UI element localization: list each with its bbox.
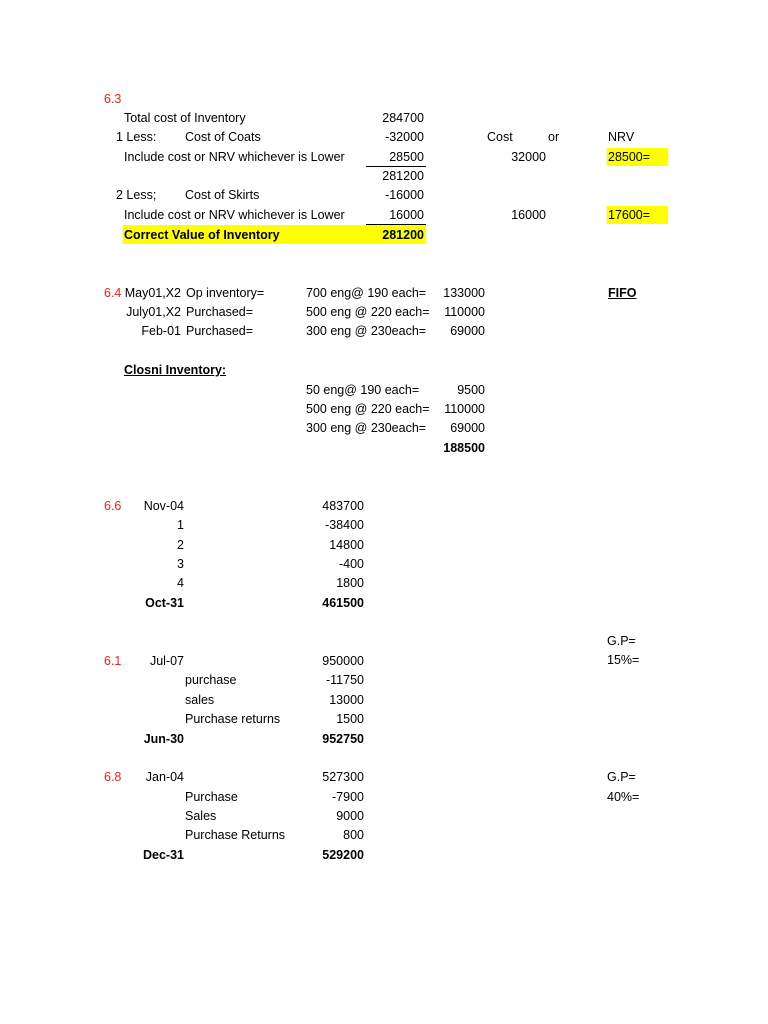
closing-total-value: 188500 [443, 441, 485, 455]
closing-row-calc: 500 eng @ 220 each= [306, 402, 430, 416]
include-lower-label-2: Include cost or NRV whichever is Lower [124, 208, 345, 222]
total-date-label: Dec-31 [143, 848, 184, 862]
cost-of-skirts-label: Cost of Skirts [185, 188, 260, 202]
purchase-row-value: 110000 [444, 305, 485, 319]
fifo-label: FIFO [608, 286, 637, 300]
start-date-label: Jul-07 [149, 654, 184, 668]
cost-of-coats-value: -32000 [385, 130, 424, 144]
adjustment-row-value: 14800 [329, 538, 364, 552]
adjustment-row-value: 9000 [336, 809, 364, 823]
start-value: 527300 [322, 770, 364, 784]
closing-row-calc: 300 eng @ 230each= [306, 421, 427, 435]
closing-inventory-title: Closni Inventory: [124, 363, 227, 377]
closing-row-value: 9500 [457, 383, 485, 397]
underline-rule-1 [366, 166, 426, 167]
adjustment-row-label: Purchase returns [185, 712, 281, 726]
less-2-number: 2 Less; [116, 188, 157, 202]
correct-value-label: Correct Value of Inventory [124, 228, 280, 242]
gross-profit-label: G.P= [607, 634, 636, 648]
total-value: 461500 [322, 596, 364, 610]
purchase-row-calc: 700 eng@ 190 each= [306, 286, 427, 300]
adjustment-row-value: 1500 [336, 712, 364, 726]
skirts-nrv-value: 17600= [607, 206, 668, 224]
adjustment-row-label: Nov-04 [143, 499, 184, 513]
total-cost-label: Total cost of Inventory [124, 111, 246, 125]
purchase-row-date: July01,X2 [126, 305, 181, 319]
skirts-cost-value: 16000 [511, 208, 546, 222]
nrv-header: NRV [608, 130, 635, 144]
adjustment-row-label: purchase [185, 673, 237, 687]
adjustment-row-value: 800 [343, 828, 364, 842]
adjustment-row-label: Purchase [185, 790, 238, 804]
gross-profit-label: G.P= [607, 770, 636, 784]
total-value: 952750 [322, 732, 364, 746]
total-value: 529200 [322, 848, 364, 862]
purchase-row-date: May01,X2 [124, 286, 181, 300]
correct-value-value: 281200 [382, 228, 424, 242]
purchase-row-label: Purchased= [186, 324, 254, 338]
adjustment-row-label: 3 [177, 557, 184, 571]
adjustment-row-label: Purchase Returns [185, 828, 286, 842]
adjustment-row-label: Sales [185, 809, 217, 823]
section-number-6-1: 6.1 [104, 654, 122, 668]
adjustment-row-label: 1 [177, 518, 184, 532]
purchase-row-calc: 300 eng @ 230each= [306, 324, 427, 338]
less-1-number: 1 Less: [116, 130, 157, 144]
adjustment-row-value: 1800 [336, 576, 364, 590]
adjustment-row-value: -400 [338, 557, 364, 571]
closing-row-value: 69000 [450, 421, 485, 435]
gross-profit-value: 15%= [607, 653, 640, 667]
purchase-row-calc: 500 eng @ 220 each= [306, 305, 430, 319]
or-header: or [548, 130, 560, 144]
closing-row-calc: 50 eng@ 190 each= [306, 383, 420, 397]
include-lower-label-1: Include cost or NRV whichever is Lower [124, 150, 345, 164]
adjustment-row-value: -7900 [332, 790, 364, 804]
total-cost-value: 284700 [382, 111, 424, 125]
cost-of-skirts-value: -16000 [385, 188, 424, 202]
adjustment-row-label: sales [185, 693, 215, 707]
adjustment-row-value: 483700 [322, 499, 364, 513]
include-lower-value-2: 16000 [389, 208, 424, 222]
cost-header: Cost [487, 130, 513, 144]
coats-nrv-value: 28500= [607, 148, 668, 166]
total-date-label: Oct-31 [145, 596, 184, 610]
purchase-row-label: Purchased= [186, 305, 254, 319]
purchase-row-value: 133000 [443, 286, 485, 300]
adjustment-row-value: -38400 [325, 518, 364, 532]
start-value: 950000 [322, 654, 364, 668]
include-lower-value-1: 28500 [389, 150, 424, 164]
section-number-6-8: 6.8 [104, 770, 122, 784]
start-date-label: Jan-04 [145, 770, 184, 784]
adjustment-row-label: 2 [177, 538, 184, 552]
adjustment-row-value: -11750 [326, 673, 364, 687]
gross-profit-value: 40%= [607, 790, 640, 804]
cost-of-coats-label: Cost of Coats [185, 130, 261, 144]
section-number-6-6: 6.6 [104, 499, 122, 513]
section-number-6-3: 6.3 [104, 92, 122, 106]
section-number-6-4: 6.4 [104, 286, 122, 300]
adjustment-row-value: 13000 [329, 693, 364, 707]
adjustment-row-label: 4 [177, 576, 184, 590]
closing-row-value: 110000 [444, 402, 485, 416]
coats-cost-value: 32000 [511, 150, 546, 164]
total-date-label: Jun-30 [143, 732, 184, 746]
purchase-row-label: Op inventory= [186, 286, 265, 300]
purchase-row-value: 69000 [450, 324, 485, 338]
purchase-row-date: Feb-01 [141, 324, 181, 338]
subtotal-value: 281200 [382, 169, 424, 183]
